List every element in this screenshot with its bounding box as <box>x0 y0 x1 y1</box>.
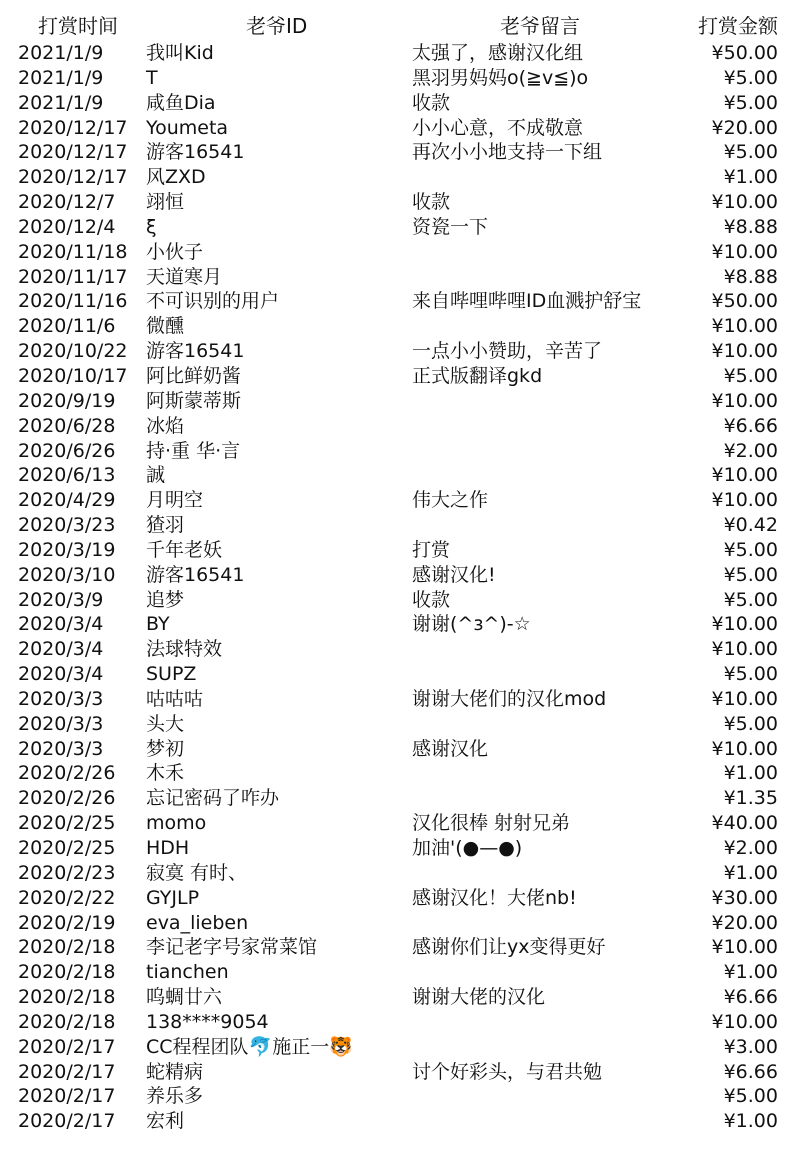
table-row <box>0 190 800 215</box>
row-amount: ¥50.00 <box>711 42 778 64</box>
row-id: HDH <box>146 837 190 859</box>
row-amount: ¥10.00 <box>711 638 778 661</box>
row-amount: ¥1.00 <box>723 762 778 785</box>
row-id: 咸鱼Dia <box>146 91 216 114</box>
row-date: 2020/3/10 <box>18 563 116 586</box>
row-id: 养乐多 <box>146 1085 204 1108</box>
table-row <box>0 960 800 985</box>
row-amount: ¥5.00 <box>723 663 778 686</box>
table-row <box>0 935 800 960</box>
row-message: 加油'(●—●) <box>412 837 523 859</box>
row-id: 誠 <box>146 464 166 487</box>
row-id: 追梦 <box>146 588 185 611</box>
table-row <box>0 289 800 314</box>
row-date: 2020/3/4 <box>18 638 104 661</box>
table-row <box>0 861 800 886</box>
row-date: 2020/12/17 <box>18 141 128 164</box>
row-amount: ¥6.66 <box>723 414 778 437</box>
row-id: 梦初 <box>146 737 185 760</box>
row-id: 微醺 <box>146 315 185 338</box>
table-row <box>0 563 800 588</box>
table-row <box>0 240 800 265</box>
row-id: CC程程团队🐬施正一🐯 <box>146 1035 353 1058</box>
row-message: 伟大之作 <box>412 489 489 512</box>
table-row <box>0 414 800 439</box>
table-row <box>0 836 800 861</box>
row-amount: ¥8.88 <box>723 265 778 288</box>
row-id: 寂寞 有时、 <box>146 861 248 884</box>
row-date: 2020/2/18 <box>18 1010 116 1033</box>
row-amount: ¥6.66 <box>723 986 778 1009</box>
row-amount: ¥10.00 <box>711 389 778 412</box>
row-amount: ¥1.00 <box>723 1110 778 1133</box>
table-row <box>0 41 800 66</box>
table-header <box>0 12 800 40</box>
row-id: 138****9054 <box>146 1010 269 1033</box>
row-amount: ¥1.35 <box>723 787 778 810</box>
row-id: 千年老妖 <box>146 538 223 561</box>
row-amount: ¥3.00 <box>723 1035 778 1058</box>
row-id: GYJLP <box>146 886 200 909</box>
row-amount: ¥40.00 <box>711 812 778 835</box>
table-row <box>0 886 800 911</box>
row-date: 2020/12/17 <box>18 116 128 139</box>
row-message: 感谢你们让yx变得更好 <box>412 936 606 959</box>
row-amount: ¥10.00 <box>711 464 778 487</box>
row-id: ξ <box>146 215 157 238</box>
row-id: 天道寒月 <box>146 265 223 288</box>
row-message: 感谢汉化 <box>412 737 489 760</box>
row-date: 2021/1/9 <box>18 91 104 114</box>
row-amount: ¥10.00 <box>711 1010 778 1033</box>
row-message: 谢谢(^з^)-☆ <box>412 613 531 636</box>
row-message: 一点小小赞助，辛苦了 <box>412 340 603 363</box>
row-date: 2020/9/19 <box>18 389 116 412</box>
row-id: 阿比鲜奶酱 <box>146 364 242 387</box>
row-id: 月明空 <box>146 489 204 512</box>
row-date: 2021/1/9 <box>18 42 104 64</box>
row-id: Youmeta <box>146 116 229 139</box>
row-id: 不可识别的用户 <box>146 290 280 313</box>
row-date: 2020/12/7 <box>18 191 116 214</box>
row-amount: ¥6.66 <box>723 1060 778 1083</box>
table-row <box>0 1084 800 1109</box>
row-message: 小小心意，不成敬意 <box>412 116 584 139</box>
row-amount: ¥5.00 <box>723 91 778 114</box>
row-id: 李记老字号家常菜馆 <box>146 936 318 959</box>
table-row <box>0 786 800 811</box>
row-id: 持·重 华·言 <box>146 439 241 462</box>
row-date: 2020/4/29 <box>18 489 116 512</box>
row-amount: ¥50.00 <box>711 290 778 313</box>
row-date: 2020/6/26 <box>18 439 116 462</box>
row-amount: ¥1.00 <box>723 861 778 884</box>
row-message: 收款 <box>412 91 451 114</box>
row-date: 2020/2/17 <box>18 1085 116 1108</box>
row-id: 宏利 <box>146 1110 185 1133</box>
row-id: 游客16541 <box>146 563 245 586</box>
table-row <box>0 215 800 240</box>
row-id: eva_lieben <box>146 911 249 934</box>
row-date: 2020/2/17 <box>18 1035 116 1058</box>
row-amount: ¥10.00 <box>711 936 778 959</box>
row-id: 我叫Kid <box>146 42 214 64</box>
row-amount: ¥2.00 <box>723 837 778 859</box>
row-id: SUPZ <box>146 663 197 686</box>
row-id: 法球特效 <box>146 638 223 661</box>
row-message: 来自哔哩哔哩ID血溅护舒宝 <box>412 290 642 313</box>
row-message: 再次小小地支持一下组 <box>412 141 603 164</box>
row-date: 2020/3/19 <box>18 538 116 561</box>
row-id: 木禾 <box>146 762 185 785</box>
row-message: 谢谢大佬的汉化 <box>412 986 546 1009</box>
table-row <box>0 1109 800 1134</box>
table-row <box>0 1035 800 1060</box>
row-date: 2020/2/22 <box>18 886 116 909</box>
row-message: 黑羽男妈妈o(≧v≦)o <box>412 66 589 89</box>
row-amount: ¥10.00 <box>711 315 778 338</box>
table-row <box>0 712 800 737</box>
row-date: 2020/3/4 <box>18 663 104 686</box>
row-message: 太强了，感谢汉化组 <box>412 42 584 64</box>
row-id: 呜蜩廿六 <box>146 986 223 1009</box>
table-row <box>0 985 800 1010</box>
row-message: 感谢汉化! <box>412 563 496 586</box>
table-row <box>0 339 800 364</box>
table-row <box>0 911 800 936</box>
row-date: 2020/2/26 <box>18 762 116 785</box>
table-row <box>0 737 800 762</box>
header-message: 老爷留言 <box>500 14 580 38</box>
table-row <box>0 811 800 836</box>
row-date: 2020/11/6 <box>18 315 116 338</box>
row-amount: ¥5.00 <box>723 588 778 611</box>
row-amount: ¥10.00 <box>711 489 778 512</box>
table-row <box>0 314 800 339</box>
table-row <box>0 463 800 488</box>
row-amount: ¥2.00 <box>723 439 778 462</box>
row-date: 2020/11/17 <box>18 265 128 288</box>
row-id: 翊恒 <box>146 191 185 214</box>
row-id: BY <box>146 613 170 636</box>
row-date: 2020/10/17 <box>18 364 128 387</box>
row-date: 2020/2/17 <box>18 1060 116 1083</box>
table-row <box>0 538 800 563</box>
row-amount: ¥30.00 <box>711 886 778 909</box>
row-date: 2020/2/23 <box>18 861 116 884</box>
row-amount: ¥10.00 <box>711 737 778 760</box>
row-date: 2020/12/17 <box>18 166 128 189</box>
table-row <box>0 91 800 116</box>
row-date: 2020/2/26 <box>18 787 116 810</box>
row-amount: ¥5.00 <box>723 141 778 164</box>
table-row <box>0 116 800 141</box>
table-row <box>0 140 800 165</box>
row-amount: ¥10.00 <box>711 191 778 214</box>
row-amount: ¥0.42 <box>723 514 778 537</box>
row-amount: ¥10.00 <box>711 240 778 263</box>
row-message: 汉化很棒 射射兄弟 <box>412 812 571 835</box>
row-amount: ¥5.00 <box>723 66 778 89</box>
row-date: 2020/3/9 <box>18 588 104 611</box>
row-date: 2021/1/9 <box>18 66 104 89</box>
row-date: 2020/3/23 <box>18 514 116 537</box>
row-message: 感谢汉化！大佬nb! <box>412 886 577 909</box>
row-amount: ¥20.00 <box>711 911 778 934</box>
table-body <box>0 41 800 1134</box>
row-id: 头大 <box>146 712 185 735</box>
row-date: 2020/6/28 <box>18 414 116 437</box>
row-amount: ¥10.00 <box>711 613 778 636</box>
table-row <box>0 66 800 91</box>
row-id: momo <box>146 812 207 835</box>
row-date: 2020/3/3 <box>18 687 104 710</box>
row-amount: ¥5.00 <box>723 538 778 561</box>
row-amount: ¥5.00 <box>723 563 778 586</box>
row-message: 资瓷一下 <box>412 215 489 238</box>
row-date: 2020/2/17 <box>18 1110 116 1133</box>
row-id: 小伙子 <box>146 240 204 263</box>
row-amount: ¥1.00 <box>723 961 778 984</box>
row-amount: ¥10.00 <box>711 687 778 710</box>
table-row <box>0 389 800 414</box>
row-id: 游客16541 <box>146 141 245 164</box>
row-date: 2020/2/25 <box>18 837 116 859</box>
row-date: 2020/2/19 <box>18 911 116 934</box>
table-row <box>0 662 800 687</box>
row-amount: ¥5.00 <box>723 364 778 387</box>
table-row <box>0 439 800 464</box>
table-row <box>0 364 800 389</box>
row-id: 阿斯蒙蒂斯 <box>146 389 242 412</box>
row-date: 2020/2/18 <box>18 961 116 984</box>
row-date: 2020/3/3 <box>18 737 104 760</box>
table-row <box>0 1010 800 1035</box>
row-date: 2020/12/4 <box>18 215 116 238</box>
row-id: 蛇精病 <box>146 1060 204 1083</box>
table-row <box>0 1060 800 1085</box>
table-row <box>0 612 800 637</box>
row-id: 咕咕咕 <box>146 687 204 710</box>
row-id: 冰焰 <box>146 414 185 437</box>
row-amount: ¥5.00 <box>723 1085 778 1108</box>
row-date: 2020/10/22 <box>18 340 128 363</box>
row-date: 2020/2/18 <box>18 986 116 1009</box>
row-date: 2020/11/16 <box>18 290 128 313</box>
row-amount: ¥1.00 <box>723 166 778 189</box>
row-id: T <box>146 66 158 89</box>
table-row <box>0 588 800 613</box>
table-row <box>0 513 800 538</box>
row-date: 2020/2/25 <box>18 812 116 835</box>
row-amount: ¥10.00 <box>711 340 778 363</box>
row-message: 谢谢大佬们的汉化mod <box>412 687 607 710</box>
row-message: 收款 <box>412 191 451 214</box>
table-row <box>0 165 800 190</box>
row-date: 2020/3/4 <box>18 613 104 636</box>
row-amount: ¥20.00 <box>711 116 778 139</box>
row-id: 风ZXD <box>146 166 206 189</box>
row-id: 游客16541 <box>146 340 245 363</box>
table-row <box>0 761 800 786</box>
table-row <box>0 265 800 290</box>
row-id: 猹羽 <box>146 514 185 537</box>
row-amount: ¥8.88 <box>723 215 778 238</box>
row-date: 2020/6/13 <box>18 464 116 487</box>
header-amount: 打赏金额 <box>698 14 778 38</box>
row-id: tianchen <box>146 961 229 984</box>
row-date: 2020/2/18 <box>18 936 116 959</box>
row-id: 忘记密码了咋办 <box>146 787 280 810</box>
table-row <box>0 637 800 662</box>
table-row <box>0 488 800 513</box>
row-message: 讨个好彩头，与君共勉 <box>412 1060 603 1083</box>
table-row <box>0 687 800 712</box>
row-amount: ¥5.00 <box>723 712 778 735</box>
row-message: 收款 <box>412 588 451 611</box>
header-time: 打赏时间 <box>38 14 118 38</box>
row-date: 2020/11/18 <box>18 240 128 263</box>
row-date: 2020/3/3 <box>18 712 104 735</box>
row-message: 正式版翻译gkd <box>412 364 543 387</box>
header-id: 老爷ID <box>246 14 308 38</box>
row-message: 打赏 <box>412 538 451 561</box>
